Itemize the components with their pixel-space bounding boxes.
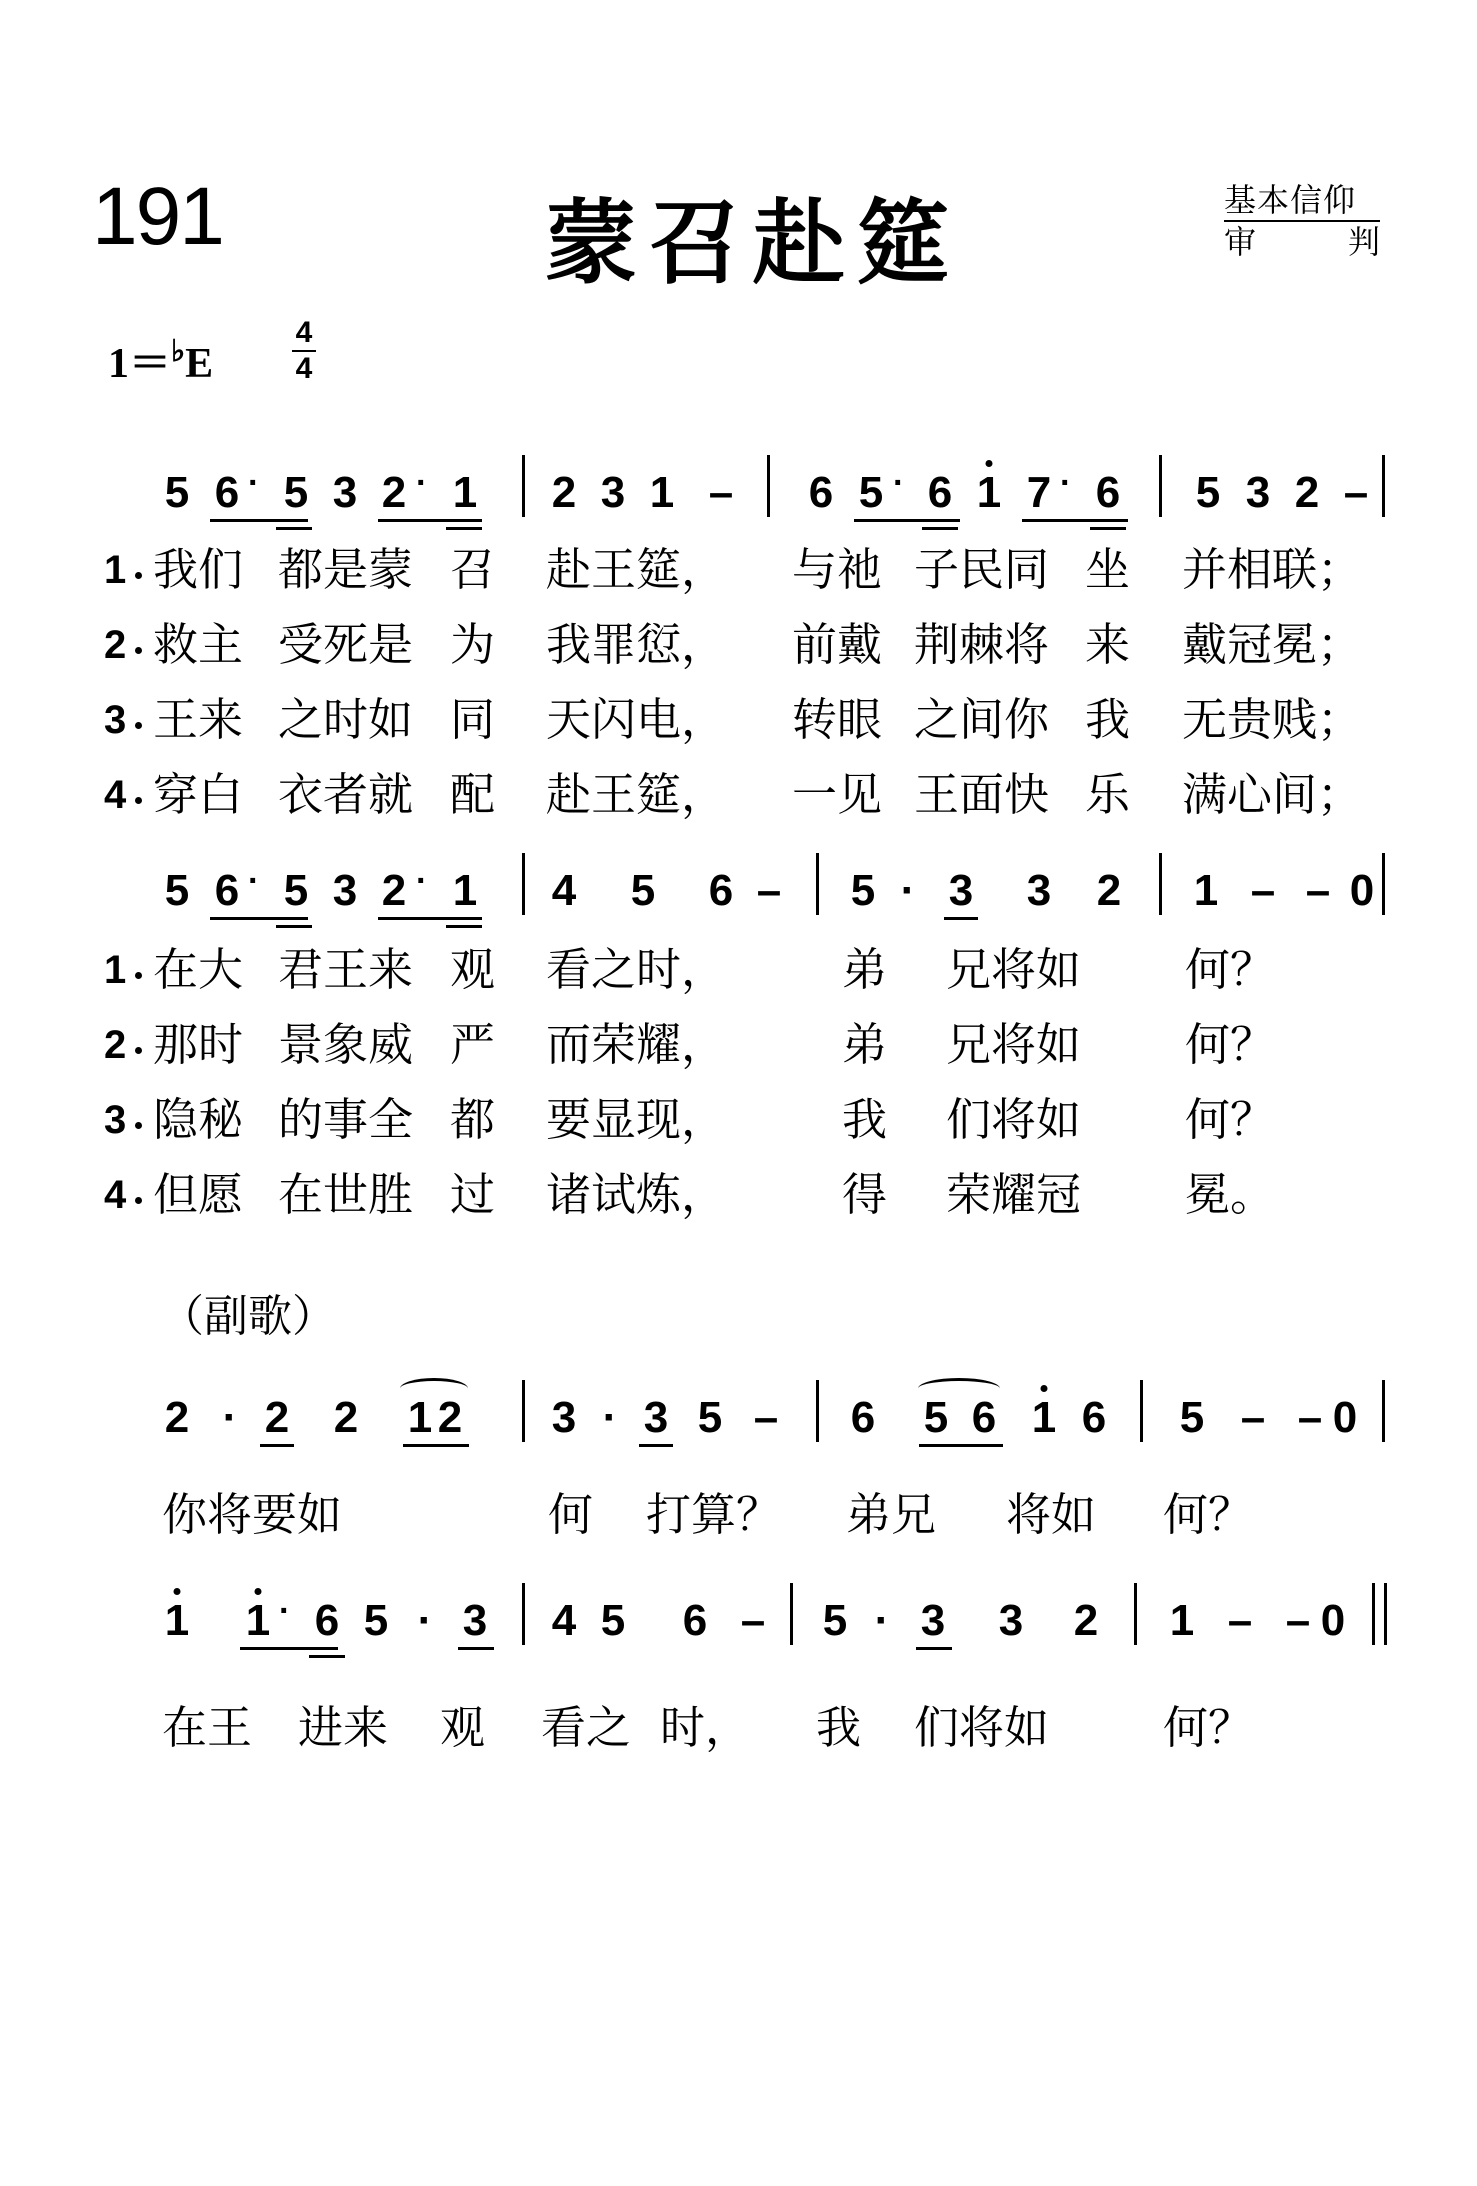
verse-number: 3 [104,1098,127,1142]
verse-dot [135,722,142,729]
barline [1384,1583,1387,1645]
category-sub-2: 判 [1347,223,1380,261]
high-octave-dot [1041,1385,1048,1392]
note: 0 [1320,1596,1346,1645]
note: 3 [1245,468,1271,517]
lyric-word: 都 [450,1093,496,1146]
note: · [602,1393,618,1442]
verse-number: 2 [104,623,127,667]
verse-dot [135,1197,142,1204]
verse-number: 1 [104,948,127,992]
note: 5 [850,866,876,915]
barline [1159,853,1162,915]
lyric-word: 之间你 [914,693,1050,746]
lyric-word: 同 [450,693,496,746]
note: 2 [1294,468,1320,517]
chorus-lyric: 观 [440,1701,486,1754]
lyric-word: 前戴 [792,618,883,671]
note: – [1297,1393,1323,1442]
time-signature [290,318,318,384]
beam-underline [240,1647,338,1650]
high-octave-dot [986,460,993,467]
note: 6 [971,1393,997,1442]
chorus-lyric: 你将要如 [162,1488,343,1541]
lyric-word: 在世胜 [278,1168,414,1221]
note: – [1305,866,1331,915]
lyric-word: 我罪愆， [546,618,727,671]
note: 5 [822,1596,848,1645]
lyric-word: 并相联； [1182,543,1363,596]
high-octave-dot [255,1588,262,1595]
note: 5 [697,1393,723,1442]
note: – [1240,1393,1266,1442]
lyric-word: 与祂 [792,543,883,596]
beam-underline [916,1647,952,1650]
verse-number: 1 [104,548,127,592]
lyric-word: 诸试炼， [546,1168,727,1221]
note: 5 [858,468,884,517]
note: 0 [1349,866,1375,915]
lyric-word: 救主 [153,618,244,671]
beam-underline [276,925,312,928]
note: 3 [332,468,358,517]
lyric-word: 转眼 [792,693,883,746]
lyric-word: 天闪电， [546,693,727,746]
note: – [1285,1596,1311,1645]
chorus-lyric: 进来 [298,1701,389,1754]
beam-underline [854,519,960,522]
lyric-word: 乐 [1085,768,1131,821]
beam-underline [1090,527,1126,530]
note: 2 [1096,866,1122,915]
note: · [417,1596,433,1645]
beam-underline [1022,519,1128,522]
note: 6 [927,468,953,517]
lyric-word: 王来 [153,693,244,746]
note: 5 [923,1393,949,1442]
lyric-word: 坐 [1085,543,1131,596]
note: 2 [264,1393,290,1442]
key-letter: E [185,341,214,387]
note: – [753,1393,779,1442]
note: 1 [974,468,1004,518]
note: 5 [630,866,656,915]
barline [1382,455,1385,517]
slur-arc [918,1378,1000,1399]
chorus-lyric: 何？ [1163,1701,1254,1754]
note: 0 [1332,1393,1358,1442]
lyric-word: 王面快 [914,768,1050,821]
note: 5 [363,1596,389,1645]
lyric-word: 无贵贱； [1182,693,1363,746]
lyric-word: 严 [450,1018,496,1071]
note: 1 [162,1596,192,1646]
lyric-word: 何？ [1185,1018,1276,1071]
lyric-word: 受死是 [278,618,414,671]
augmentation-dot: · [248,464,260,502]
key-signature [108,330,213,390]
lyric-word: 在大 [153,943,244,996]
note: 1 [243,1596,273,1646]
lyric-word: 兄将如 [946,943,1082,996]
note: 3 [600,468,626,517]
lyric-word: 观 [450,943,496,996]
beam-underline [210,917,308,920]
lyric-word: 召 [450,543,496,596]
lyric-word: 赴王筵， [546,543,727,596]
chorus-lyric: 时， [660,1701,751,1754]
verse-dot [135,1122,142,1129]
high-octave-dot [174,1588,181,1595]
verse-number: 4 [104,773,127,817]
lyric-word: 过 [450,1168,496,1221]
chorus-lyric: 看之 [541,1701,632,1754]
note: 1 [452,866,478,915]
beam-underline [378,917,482,920]
note: – [740,1596,766,1645]
barline [816,853,819,915]
chorus-lyric: 何？ [1163,1488,1254,1541]
augmentation-dot: · [1060,464,1072,502]
note: 4 [551,1596,577,1645]
lyric-word: 君王来 [278,943,414,996]
note: 2 [164,1393,190,1442]
category-block [1224,180,1384,262]
beam-underline [639,1444,673,1447]
note: 3 [920,1596,946,1645]
lyric-word: 的事全 [278,1093,414,1146]
note: 2 [381,468,407,517]
note: 5 [164,866,190,915]
verse-number: 3 [104,698,127,742]
augmentation-dot: · [248,862,260,900]
lyric-word: 我 [1085,693,1131,746]
verse-number: 2 [104,1023,127,1067]
note: 1 [1029,1393,1059,1443]
verse-dot [135,647,142,654]
note: 6 [314,1596,340,1645]
note: 3 [551,1393,577,1442]
barline [522,1583,525,1645]
slur-arc [400,1378,468,1399]
verse-dot [135,1047,142,1054]
note: 5 [600,1596,626,1645]
verse-dot [135,797,142,804]
note: 5 [1179,1393,1205,1442]
beam-underline [446,527,482,530]
note: – [1250,866,1276,915]
chorus-label: （副歌） [160,1291,336,1342]
note: 6 [708,866,734,915]
beam-underline [403,1444,469,1447]
beam-underline [922,527,958,530]
lyric-word: 要显现， [546,1093,727,1146]
note: · [874,1596,890,1645]
lyric-word: 穿白 [153,768,244,821]
beam-underline [260,1444,294,1447]
note: 1 [649,468,675,517]
lyric-word: 何？ [1185,943,1276,996]
lyric-word: 都是蒙 [278,543,414,596]
note: 6 [682,1596,708,1645]
beam-underline [309,1655,345,1658]
note: · [222,1393,238,1442]
flat-icon: ♭ [171,335,186,368]
note: 6 [1095,468,1121,517]
barline [1134,1583,1137,1645]
lyric-word: 看之时， [546,943,727,996]
verse-dot [135,972,142,979]
lyric-word: 得 [842,1168,888,1221]
note: 6 [850,1393,876,1442]
barline [1159,455,1162,517]
beam-underline [276,527,312,530]
note: · [900,866,916,915]
note: 1 [452,468,478,517]
barline [1382,1380,1385,1442]
note: 3 [998,1596,1024,1645]
dash-note: – [1343,468,1369,517]
note: 6 [808,468,834,517]
lyric-word: 赴王筵， [546,768,727,821]
barline [522,853,525,915]
note: 3 [462,1596,488,1645]
barline [767,455,770,517]
note: 4 [551,866,577,915]
beam-underline [210,519,308,522]
lyric-word: 一见 [792,768,883,821]
note: 3 [643,1393,669,1442]
lyric-word: 来 [1085,618,1131,671]
note: 1 [1169,1596,1195,1645]
note: 2 [551,468,577,517]
chorus-lyric: 将如 [1006,1488,1097,1541]
note: 2 [381,866,407,915]
note: 3 [948,866,974,915]
lyric-word: 冕。 [1185,1168,1276,1221]
note: 3 [1026,866,1052,915]
category-sub-1: 审 [1224,223,1257,261]
lyric-word: 何？ [1185,1093,1276,1146]
barline [1372,1583,1375,1645]
note: 2 [333,1393,359,1442]
lyric-word: 戴冠冕； [1182,618,1363,671]
lyric-word: 之时如 [278,693,414,746]
beam-underline [944,917,978,920]
barline [790,1583,793,1645]
note: 2 [1073,1596,1099,1645]
meter-bottom: 4 [295,352,313,385]
lyric-word: 而荣耀， [546,1018,727,1071]
lyric-word: 但愿 [153,1168,244,1221]
note: 6 [214,866,240,915]
chorus-lyric: 打算？ [646,1488,782,1541]
note: 5 [1195,468,1221,517]
note: 3 [332,866,358,915]
augmentation-dot: · [279,1592,291,1630]
lyric-word: 景象威 [278,1018,414,1071]
verse-number: 4 [104,1173,127,1217]
lyric-word: 满心间； [1182,768,1363,821]
barline [816,1380,819,1442]
note: 5 [283,468,309,517]
category-sub [1224,222,1380,262]
note: 2 [437,1393,463,1442]
lyric-word: 荣耀冠 [946,1168,1082,1221]
note: 7 [1026,468,1052,517]
barline [522,1380,525,1442]
chorus-lyric: 在王 [162,1701,253,1754]
chorus-lyric: 弟兄 [846,1488,937,1541]
note: – [1227,1596,1253,1645]
note: 5 [283,866,309,915]
barline [1140,1380,1143,1442]
barline [522,455,525,517]
chorus-lyric: 们将如 [914,1701,1050,1754]
lyric-word: 隐秘 [153,1093,244,1146]
lyric-word: 我 [842,1093,888,1146]
category-main: 基本信仰 [1224,180,1380,222]
lyric-word: 们将如 [946,1093,1082,1146]
lyric-word: 兄将如 [946,1018,1082,1071]
chorus-lyric: 何 [548,1488,594,1541]
chorus-lyric: 我 [816,1701,862,1754]
lyric-word: 衣者就 [278,768,414,821]
beam-underline [446,925,482,928]
lyric-word: 荆棘将 [914,618,1050,671]
barline [1382,853,1385,915]
augmentation-dot: · [416,464,428,502]
hymn-title: 蒙召赴筵 [545,189,962,297]
hymn-number: 191 [92,171,223,262]
lyric-word: 配 [450,768,496,821]
augmentation-dot: · [416,862,428,900]
lyric-word: 为 [450,618,496,671]
lyric-word: 弟 [842,1018,888,1071]
beam-underline [919,1444,1003,1447]
note: 5 [164,468,190,517]
lyric-word: 子民同 [914,543,1050,596]
verse-dot [135,572,142,579]
beam-underline [378,519,482,522]
note: 1 [1193,866,1219,915]
meter-top: 4 [295,316,313,349]
note: 6 [1081,1393,1107,1442]
lyric-word: 那时 [153,1018,244,1071]
note: – [756,866,782,915]
lyric-word: 我们 [153,543,244,596]
note: 1 [407,1393,433,1442]
lyric-word: 弟 [842,943,888,996]
beam-underline [458,1647,494,1650]
augmentation-dot: · [893,464,905,502]
key-label: 1＝ [108,341,172,387]
note: 6 [214,468,240,517]
dash-note: – [708,468,734,517]
